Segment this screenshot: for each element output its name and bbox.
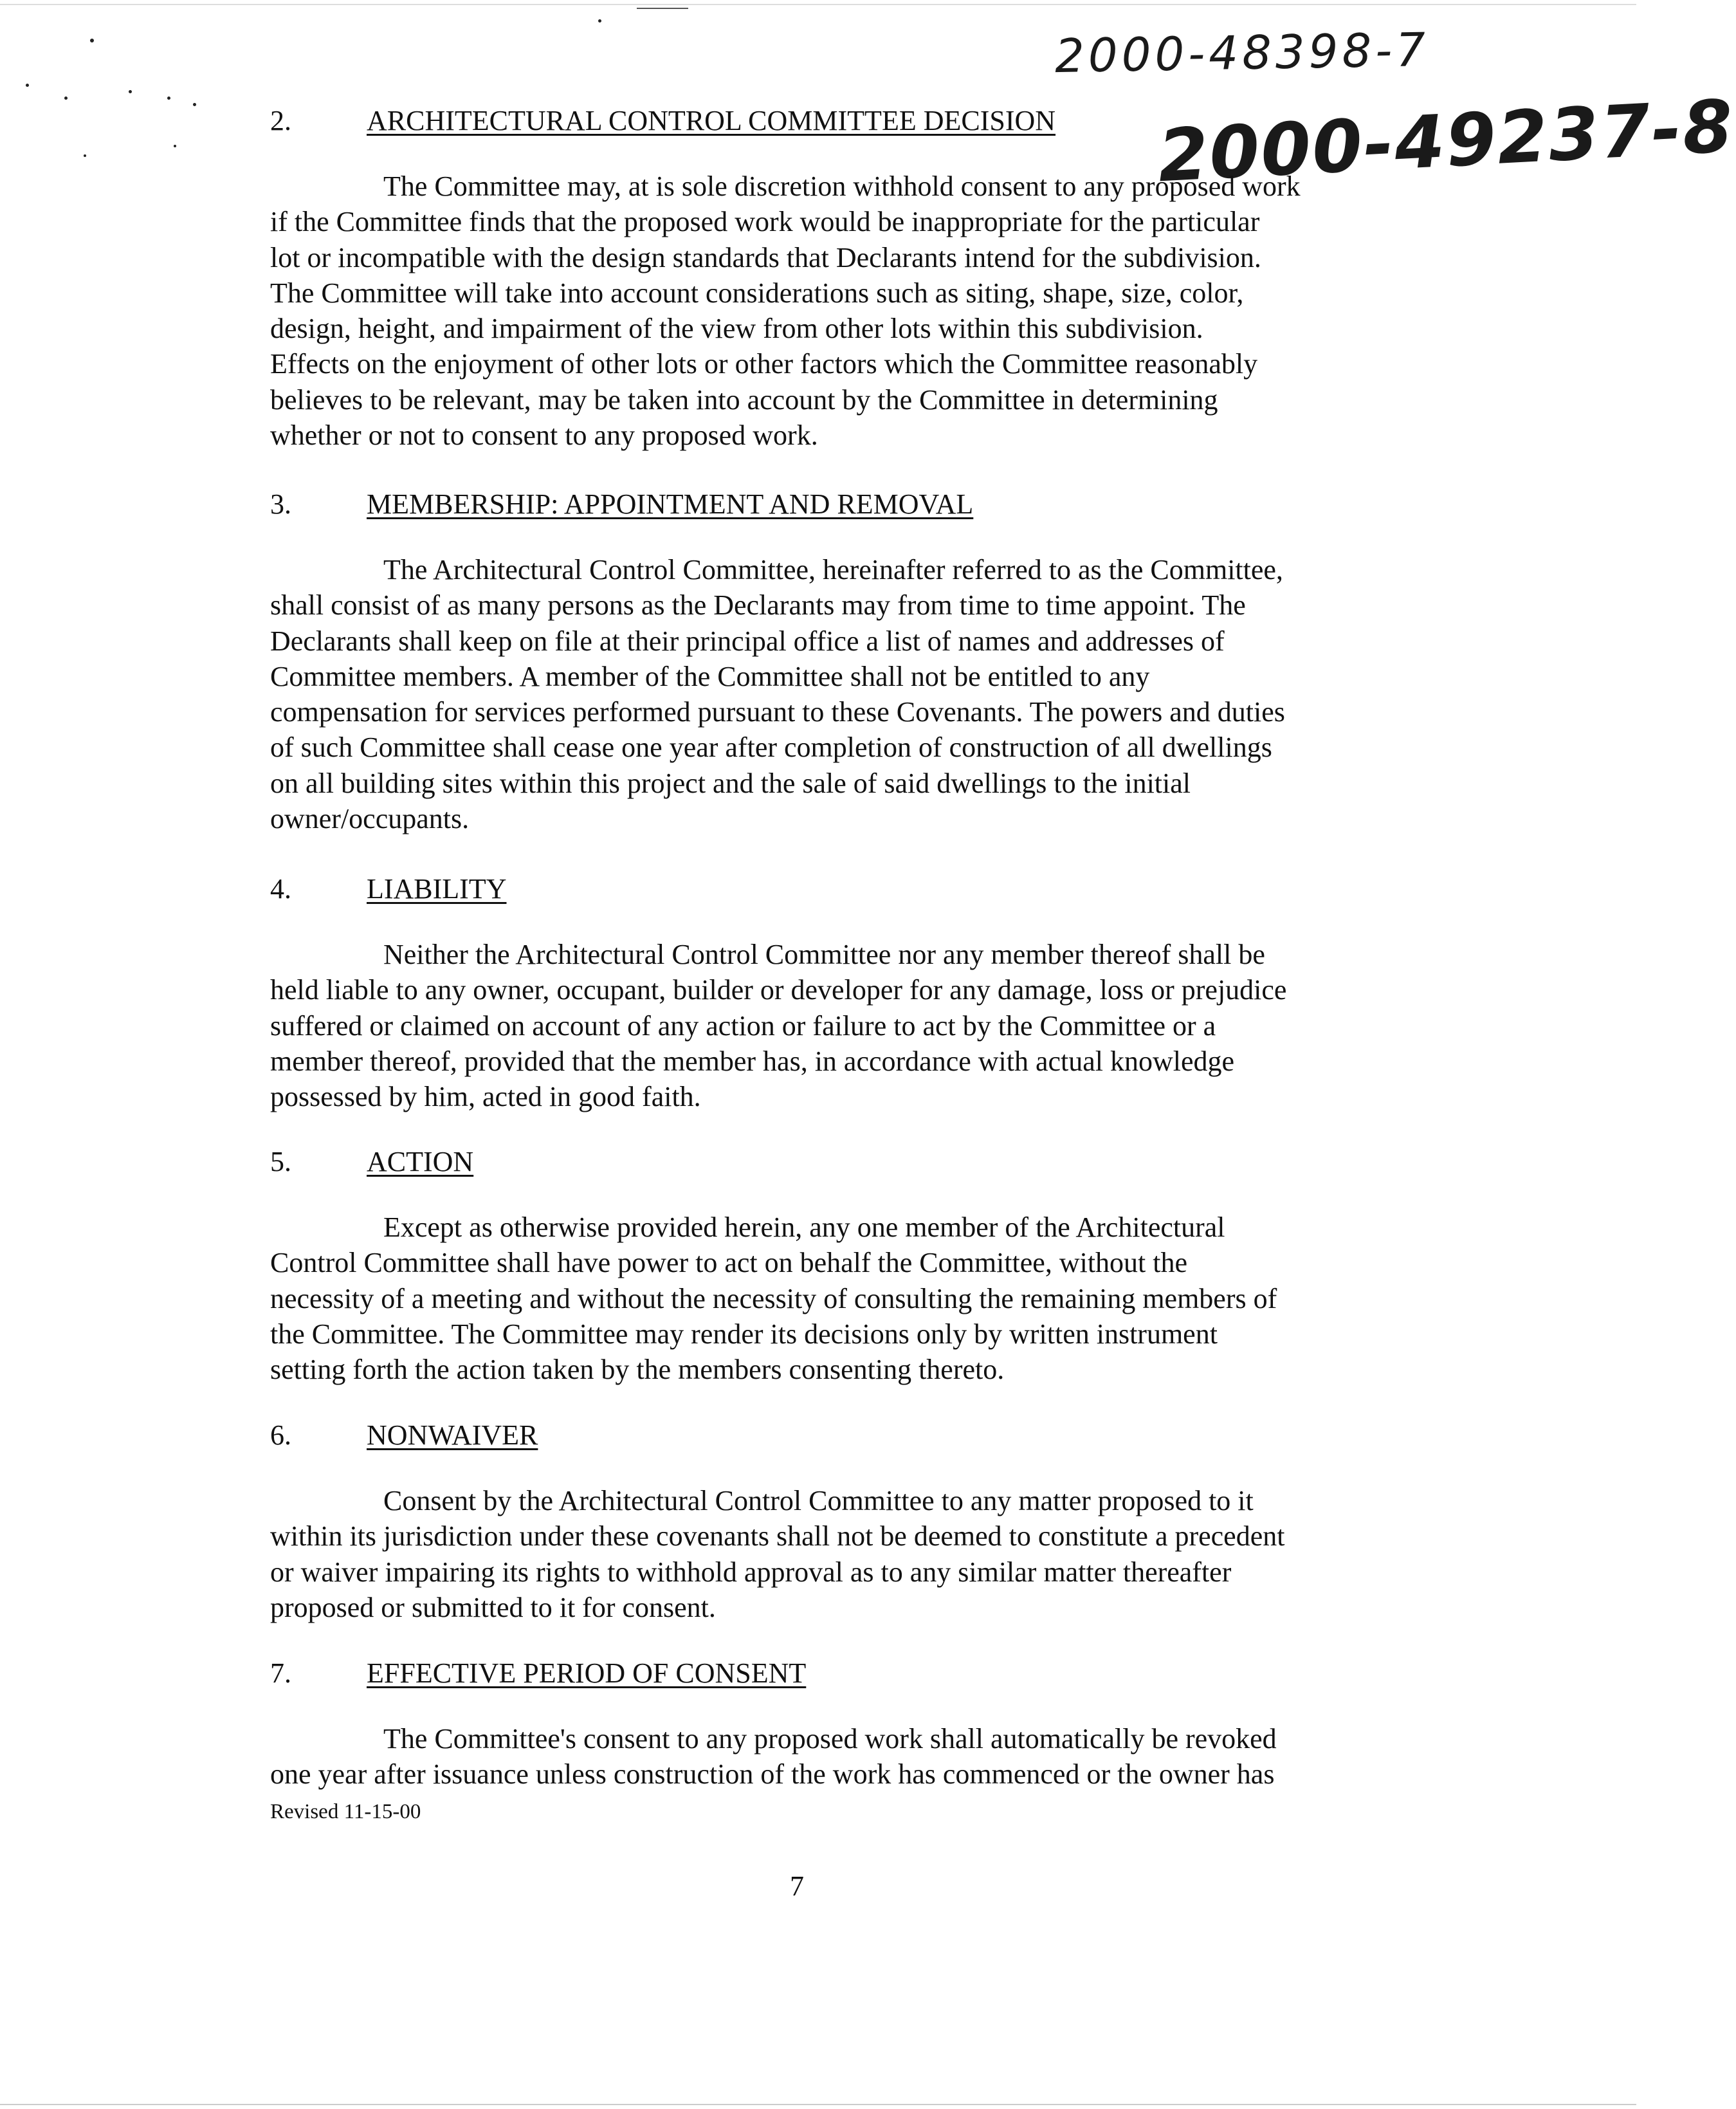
body-line: member thereof, provided that the member has, in accordance with actual knowledge bbox=[270, 1045, 1235, 1077]
body-line: The Committee will take into account considerations such as siting, shape, size, color, bbox=[270, 277, 1244, 309]
scan-speck bbox=[598, 19, 601, 23]
body-line: believes to be relevant, may be taken into account by the Committee in determining bbox=[270, 383, 1218, 416]
body-line: proposed or submitted to it for consent. bbox=[270, 1591, 716, 1623]
body-line: Consent by the Architectural Control Committee to any matter proposed to it bbox=[383, 1485, 1254, 1516]
scan-speck bbox=[174, 145, 176, 147]
section-title: ARCHITECTURAL CONTROL COMMITTEE DECISION bbox=[367, 105, 1056, 136]
section-body bbox=[270, 1210, 1441, 1387]
scan-mark bbox=[637, 8, 688, 9]
body-line: lot or incompatible with the design standards that Declarants intend for the subdivision. bbox=[270, 241, 1261, 273]
section-number: 2. bbox=[270, 105, 291, 136]
section-number: 4. bbox=[270, 873, 291, 905]
section-title: NONWAIVER bbox=[367, 1419, 538, 1451]
scan-edge-bottom bbox=[0, 2104, 1636, 2105]
scan-speck bbox=[167, 97, 170, 100]
body-line: The Committee may, at is sole discretion withhold consent to any proposed work bbox=[383, 170, 1301, 202]
body-line: of such Committee shall cease one year after completion of construction of all dwellings bbox=[270, 732, 1272, 764]
body-line: design, height, and impairment of the view from other lots within this subdivision. bbox=[270, 313, 1203, 345]
scan-speck bbox=[64, 97, 68, 100]
body-line: necessity of a meeting and without the necessity of consulting the remaining members of bbox=[270, 1282, 1277, 1314]
body-line: held liable to any owner, occupant, builder or developer for any damage, loss or prejudice bbox=[270, 974, 1287, 1006]
section-number: 7. bbox=[270, 1657, 291, 1689]
section-title: MEMBERSHIP: APPOINTMENT AND REMOVAL bbox=[367, 488, 974, 520]
body-line: The Architectural Control Committee, hereinafter referred to as the Committee, bbox=[383, 554, 1283, 585]
body-line: possessed by him, acted in good faith. bbox=[270, 1081, 701, 1113]
body-line: whether or not to consent to any proposed work. bbox=[270, 419, 818, 452]
section-title: LIABILITY bbox=[367, 873, 507, 905]
scan-speck bbox=[84, 154, 86, 157]
body-line: Effects on the enjoyment of other lots or other factors which the Committee reasonably bbox=[270, 348, 1258, 380]
body-line: or waiver impairing its rights to withhold approval as to any similar matter thereafter bbox=[270, 1556, 1232, 1588]
scan-speck bbox=[26, 84, 29, 87]
body-line: within its jurisdiction under these covenants shall not be deemed to constitute a precedent bbox=[270, 1520, 1285, 1552]
body-line: Neither the Architectural Control Committee nor any member thereof shall be bbox=[383, 939, 1265, 970]
section-title: ACTION bbox=[367, 1146, 474, 1177]
body-line: shall consist of as many persons as the Declarants may from time to time appoint. The bbox=[270, 589, 1246, 622]
section-title: EFFECTIVE PERIOD OF CONSENT bbox=[367, 1657, 807, 1689]
section-number: 3. bbox=[270, 488, 291, 520]
page-number: 7 bbox=[790, 1870, 804, 1902]
scan-speck bbox=[193, 103, 196, 106]
section-number: 5. bbox=[270, 1146, 291, 1177]
body-line: if the Committee finds that the proposed work would be inappropriate for the particular bbox=[270, 206, 1260, 238]
body-line: Control Committee shall have power to act on behalf the Committee, without the bbox=[270, 1247, 1188, 1279]
body-line: compensation for services performed pursuant to these Covenants. The powers and duties bbox=[270, 696, 1285, 728]
section-body bbox=[270, 1483, 1441, 1625]
body-line: on all building sites within this project and the sale of said dwellings to the initial bbox=[270, 767, 1191, 799]
section-body bbox=[270, 937, 1441, 1114]
section-body bbox=[270, 552, 1441, 836]
scan-edge-top bbox=[0, 4, 1636, 5]
scan-speck bbox=[129, 90, 132, 93]
body-line: Committee members. A member of the Committee shall not be entitled to any bbox=[270, 660, 1150, 692]
handwritten-number-top: 2000-48398-7 bbox=[1054, 22, 1430, 84]
revision-date: Revised 11-15-00 bbox=[270, 1800, 421, 1823]
body-line: setting forth the action taken by the members consenting thereto. bbox=[270, 1354, 1005, 1386]
section-body bbox=[270, 1721, 1441, 1792]
body-line: Except as otherwise provided herein, any one member of the Architectural bbox=[383, 1211, 1225, 1243]
body-line: The Committee's consent to any proposed work shall automatically be revoked bbox=[383, 1723, 1277, 1754]
body-line: suffered or claimed on account of any action or failure to act by the Committee or a bbox=[270, 1009, 1216, 1042]
handwritten-number-bottom: 2000-49237-8 bbox=[1156, 84, 1736, 199]
body-line: one year after issuance unless construction of the work has commenced or the owner has bbox=[270, 1758, 1275, 1791]
section-body bbox=[270, 169, 1441, 453]
body-line: the Committee. The Committee may render its decisions only by written instrument bbox=[270, 1318, 1218, 1350]
scan-speck bbox=[90, 39, 94, 42]
section-number: 6. bbox=[270, 1419, 291, 1451]
body-line: Declarants shall keep on file at their principal office a list of names and addresses of bbox=[270, 625, 1225, 657]
body-line: owner/occupants. bbox=[270, 803, 470, 835]
